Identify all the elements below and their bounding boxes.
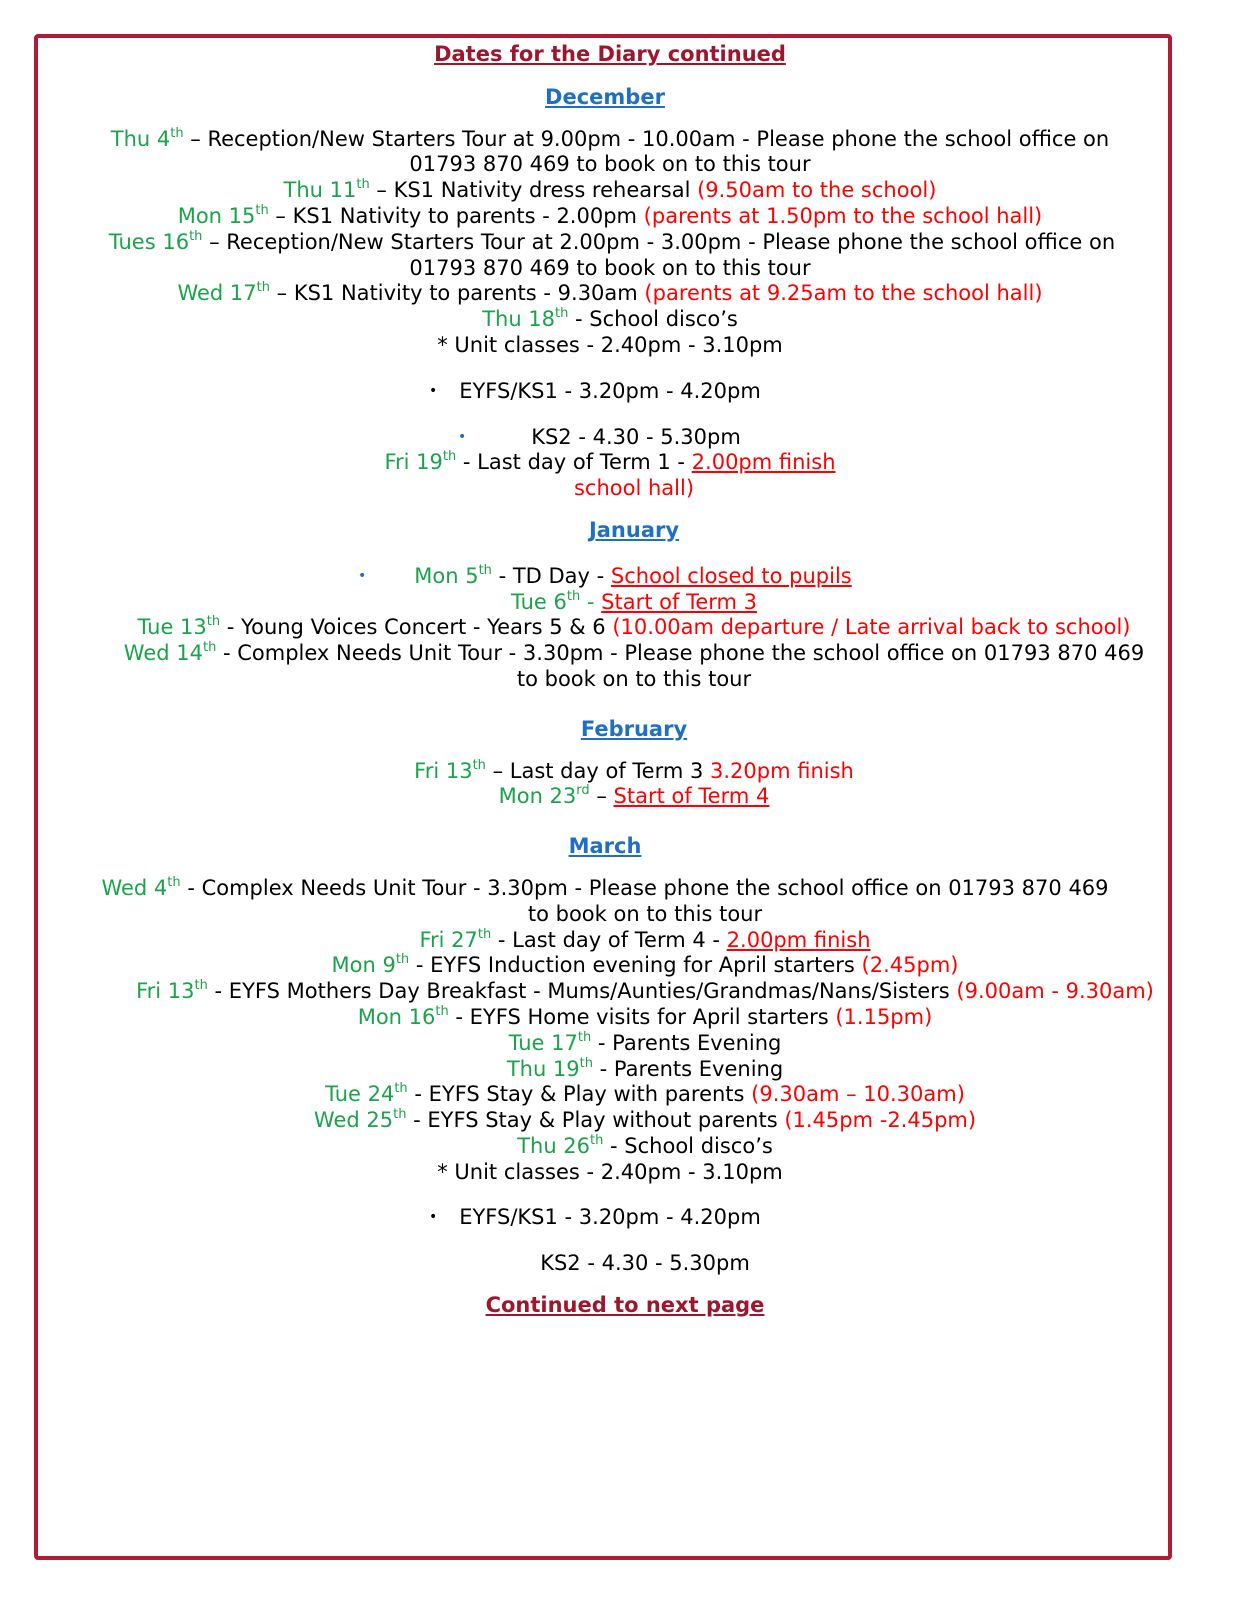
event-feb-23: Mon 23rd – Start of Term 4 [498,783,770,809]
page-title: Dates for the Diary continued [434,42,786,66]
ks2-time: KS2 - 4.30 - 5.30pm [540,1251,750,1276]
event-mar-16: Mon 16th - EYFS Home visits for April starters (1.15pm) [357,1003,933,1029]
event-mar-25: Wed 25th - EYFS Stay & Play without parents (1.45pm -2.45pm) [313,1107,977,1133]
event-mar-26: Thu 26th - School disco’s [517,1132,773,1158]
event-jan-13: Tue 13th - Young Voices Concert - Years 5 & 6 (10.00am departure / Late arrival back to school) [137,614,1131,640]
ks2-time: • KS2 - 4.30 - 5.30pm [458,424,741,449]
event-mar-13: Fri 13th - EYFS Mothers Day Breakfast - Mums/Aunties/Grandmas/Nans/Sisters (9.00am - 9.30am) [136,978,1154,1004]
event-dec-4-cont: 01793 870 469 to book on to this tour [409,152,811,177]
diary-content [40,40,1170,1319]
event-dec-4: Thu 4th – Reception/New Starters Tour at 9.00pm - 10.00am - Please phone the school office on [110,125,1110,151]
event-feb-13: Fri 13th – Last day of Term 3 3.20pm finish [414,757,854,783]
event-jan-6: Tue 6th - Start of Term 3 [510,588,758,614]
eyfs-ks1-time: • EYFS/KS1 - 3.20pm - 4.20pm [429,378,761,403]
event-jan-14-cont: to book on to this tour [516,666,752,691]
event-mar-24: Tue 24th - EYFS Stay & Play with parents (9.30am – 10.30am) [325,1081,965,1107]
bullet-icon: • [458,428,467,445]
event-dec-19: Fri 19th - Last day of Term 1 - 2.00pm finish [384,449,836,475]
event-dec-16: Tues 16th – Reception/New Starters Tour at 2.00pm - 3.00pm - Please phone the school office on [108,228,1116,254]
event-dec-16-cont: 01793 870 469 to book on to this tour [409,255,811,280]
unit-classes-time: * Unit classes - 2.40pm - 3.10pm [437,1159,783,1184]
event-dec-17: Wed 17th – KS1 Nativity to parents - 9.30am (parents at 9.25am to the school hall) [177,280,1043,306]
month-heading-january: January [588,517,680,542]
eyfs-ks1-time: • EYFS/KS1 - 3.20pm - 4.20pm [429,1205,761,1230]
event-mar-17: Tue 17th - Parents Evening [508,1029,782,1055]
event-dec-18: Thu 18th - School disco’s [482,306,738,332]
bullet-icon: • [358,567,367,584]
month-heading-december: December [545,84,665,109]
event-mar-19: Thu 19th - Parents Evening [506,1055,784,1081]
month-heading-march: March [568,834,642,859]
event-date: Thu 4th [110,125,184,151]
event-mar-27: Fri 27th - Last day of Term 4 - 2.00pm finish [419,926,871,952]
event-jan-14: Wed 14th - Complex Needs Unit Tour - 3.30pm - Please phone the school office on 01793 870 469 [123,640,1145,666]
unit-classes-time: * Unit classes - 2.40pm - 3.10pm [437,332,783,357]
event-dec-11: Thu 11th – KS1 Nativity dress rehearsal (9.50am to the school) [283,177,937,203]
stray-note: school hall) [573,476,695,501]
event-mar-4-cont: to book on to this tour [527,901,763,926]
bullet-icon: • [429,1209,438,1226]
event-dec-15: Mon 15th – KS1 Nativity to parents - 2.00pm (parents at 1.50pm to the school hall) [177,202,1043,228]
month-heading-february: February [580,716,688,741]
event-jan-5: • Mon 5th - TD Day - School closed to pupils [358,562,852,588]
bullet-icon: • [429,382,438,399]
event-mar-9: Mon 9th - EYFS Induction evening for April starters (2.45pm) [331,952,959,978]
continued-link[interactable]: Continued to next page [485,1293,765,1318]
event-mar-4: Wed 4th - Complex Needs Unit Tour - 3.30pm - Please phone the school office on 01793 870 469 [101,874,1109,900]
